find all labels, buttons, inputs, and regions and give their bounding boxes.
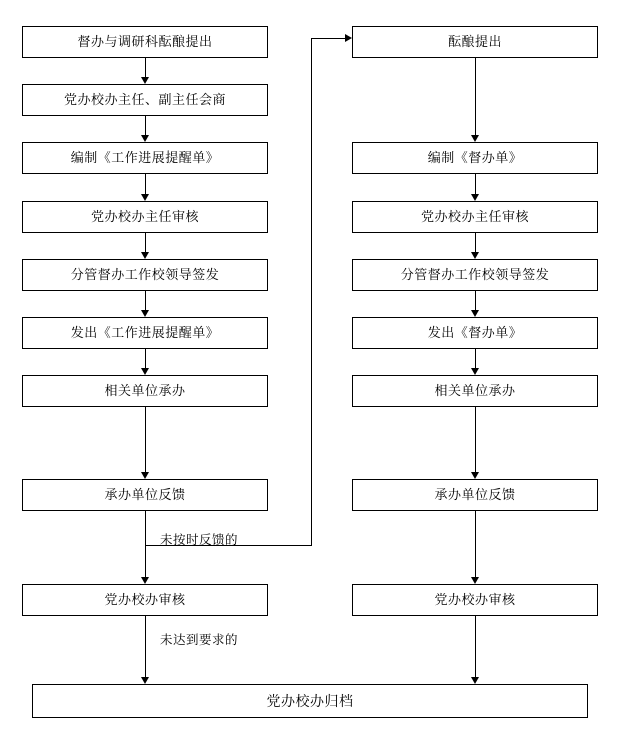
node-right-1: 酝酿提出 xyxy=(352,26,598,58)
node-left-5: 分管督办工作校领导签发 xyxy=(22,259,268,291)
arrow-left-7-8 xyxy=(141,472,149,479)
arrow-left-6-7 xyxy=(141,368,149,375)
arrow-loop-to-right-column xyxy=(345,34,352,42)
node-right-8: 党办校办审核 xyxy=(352,584,598,616)
connector-right-6-7 xyxy=(475,407,476,472)
node-left-2: 党办校办主任、副主任会商 xyxy=(22,84,268,116)
connector-left-2-3 xyxy=(145,116,146,135)
node-right-3: 党办校办主任审核 xyxy=(352,201,598,233)
node-right-5: 发出《督办单》 xyxy=(352,317,598,349)
node-left-8: 承办单位反馈 xyxy=(22,479,268,511)
loop-vertical-right xyxy=(311,38,312,546)
connector-left-3-4 xyxy=(145,174,146,194)
arrow-right-3-4 xyxy=(471,252,479,259)
connector-left-4-5 xyxy=(145,233,146,252)
connector-right-5-6 xyxy=(475,349,476,368)
node-right-2: 编制《督办单》 xyxy=(352,142,598,174)
arrow-left-2-3 xyxy=(141,135,149,142)
arrow-left-1-2 xyxy=(141,77,149,84)
connector-left-6-7 xyxy=(145,349,146,368)
arrow-right-4-5 xyxy=(471,310,479,317)
connector-right-8-archive xyxy=(475,616,476,677)
arrow-right-7-8 xyxy=(471,577,479,584)
edge-label-unmet-requirement: 未达到要求的 xyxy=(160,633,239,647)
arrow-right-1-2 xyxy=(471,135,479,142)
connector-left-8-9 xyxy=(145,511,146,577)
node-left-6: 发出《工作进展提醒单》 xyxy=(22,317,268,349)
arrow-right-5-6 xyxy=(471,368,479,375)
loop-horizontal-top xyxy=(311,38,345,39)
arrow-left-3-4 xyxy=(141,194,149,201)
edge-label-late-feedback: 未按时反馈的 xyxy=(160,533,239,547)
connector-left-1-2 xyxy=(145,58,146,77)
node-left-3: 编制《工作进展提醒单》 xyxy=(22,142,268,174)
arrow-left-5-6 xyxy=(141,310,149,317)
arrow-left-9-archive xyxy=(141,677,149,684)
connector-right-3-4 xyxy=(475,233,476,252)
node-right-4: 分管督办工作校领导签发 xyxy=(352,259,598,291)
arrow-left-8-9 xyxy=(141,577,149,584)
node-right-6: 相关单位承办 xyxy=(352,375,598,407)
connector-left-7-8 xyxy=(145,407,146,472)
arrow-left-4-5 xyxy=(141,252,149,259)
connector-left-9-archive xyxy=(145,616,146,677)
arrow-right-8-archive xyxy=(471,677,479,684)
node-left-4: 党办校办主任审核 xyxy=(22,201,268,233)
connector-right-7-8 xyxy=(475,511,476,577)
arrow-right-6-7 xyxy=(471,472,479,479)
node-left-1: 督办与调研科酝酿提出 xyxy=(22,26,268,58)
connector-right-1-2 xyxy=(475,58,476,135)
connector-right-2-3 xyxy=(475,174,476,194)
node-left-7: 相关单位承办 xyxy=(22,375,268,407)
connector-left-5-6 xyxy=(145,291,146,310)
node-right-7: 承办单位反馈 xyxy=(352,479,598,511)
node-left-9: 党办校办审核 xyxy=(22,584,268,616)
node-archive: 党办校办归档 xyxy=(32,684,588,718)
connector-right-4-5 xyxy=(475,291,476,310)
arrow-right-2-3 xyxy=(471,194,479,201)
